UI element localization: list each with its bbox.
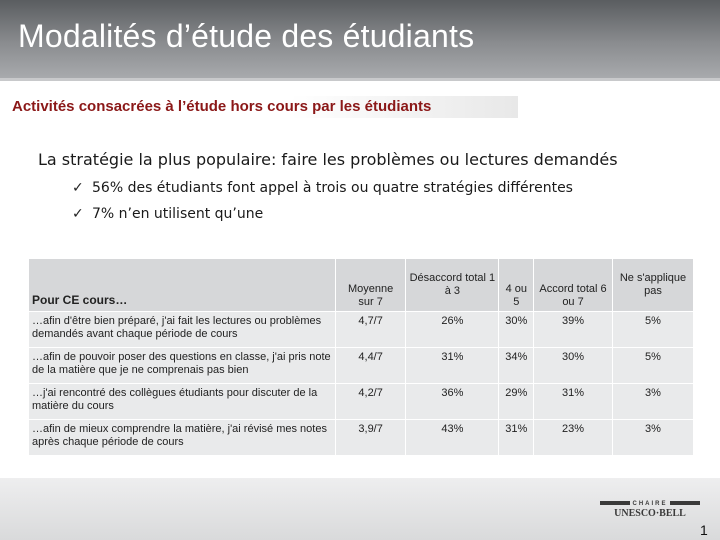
sub-bullet-text: 7% n’en utilisent qu’une: [92, 206, 264, 222]
table-cell: 23%: [534, 420, 613, 456]
table-cell: 5%: [612, 348, 693, 384]
row-label: …afin d'être bien préparé, j'ai fait les lectures ou problèmes demandés avant chaque période de cours: [29, 312, 336, 348]
check-icon: ✓: [72, 206, 84, 222]
table-cell: 31%: [406, 348, 499, 384]
row-label: …afin de mieux comprendre la matière, j'ai révisé mes notes après chaque période de cours: [29, 420, 336, 456]
table-row: [29, 312, 694, 348]
table-cell: 43%: [406, 420, 499, 456]
svg-text:CHAIRE: CHAIRE: [632, 501, 668, 507]
svg-text:UNESCO·BELL: UNESCO·BELL: [614, 508, 686, 519]
column-header: 4 ou 5: [499, 259, 534, 312]
check-icon: ✓: [72, 180, 84, 196]
table-cell: 30%: [534, 348, 613, 384]
page-title: Modalités d’étude des étudiants: [18, 18, 475, 54]
table-cell: 5%: [612, 312, 693, 348]
table-cell: 3%: [612, 420, 693, 456]
study-activities-table: [28, 258, 694, 456]
table-cell: 26%: [406, 312, 499, 348]
column-header: Pour CE cours…: [29, 259, 336, 312]
column-header: Ne s'applique pas: [612, 259, 693, 312]
table-cell: 39%: [534, 312, 613, 348]
table-cell: 4,4/7: [336, 348, 406, 384]
table-cell: 34%: [499, 348, 534, 384]
page-number: 1: [700, 522, 708, 538]
row-label: …afin de pouvoir poser des questions en classe, j'ai pris note de la matière que je ne comprenais pas bien: [29, 348, 336, 384]
table-cell: 4,7/7: [336, 312, 406, 348]
slide-subtitle: Activités consacrées à l’étude hors cours par les étudiants: [12, 96, 518, 118]
column-header: Moyenne sur 7: [336, 259, 406, 312]
table-header-row: [29, 259, 694, 312]
table-cell: 36%: [406, 384, 499, 420]
column-header: Désaccord total 1 à 3: [406, 259, 499, 312]
column-header: Accord total 6 ou 7: [534, 259, 613, 312]
table-cell: 30%: [499, 312, 534, 348]
table-cell: 31%: [534, 384, 613, 420]
table-cell: 3,9/7: [336, 420, 406, 456]
table-cell: 31%: [499, 420, 534, 456]
sub-bullet-text: 56% des étudiants font appel à trois ou quatre stratégies différentes: [92, 180, 573, 196]
row-label: …j'ai rencontré des collègues étudiants pour discuter de la matière du cours: [29, 384, 336, 420]
sub-bullet: [72, 206, 263, 222]
table-cell: 4,2/7: [336, 384, 406, 420]
table-row: [29, 420, 694, 456]
table-row: [29, 384, 694, 420]
table-cell: 3%: [612, 384, 693, 420]
header-divider: [0, 78, 720, 81]
table-row: [29, 348, 694, 384]
chaire-unesco-bell-logo: [598, 492, 702, 522]
sub-bullet: [72, 180, 573, 196]
title-banner: [0, 0, 720, 78]
table-cell: 29%: [499, 384, 534, 420]
main-bullet: La stratégie la plus populaire: faire les problèmes ou lectures demandés: [38, 150, 618, 169]
